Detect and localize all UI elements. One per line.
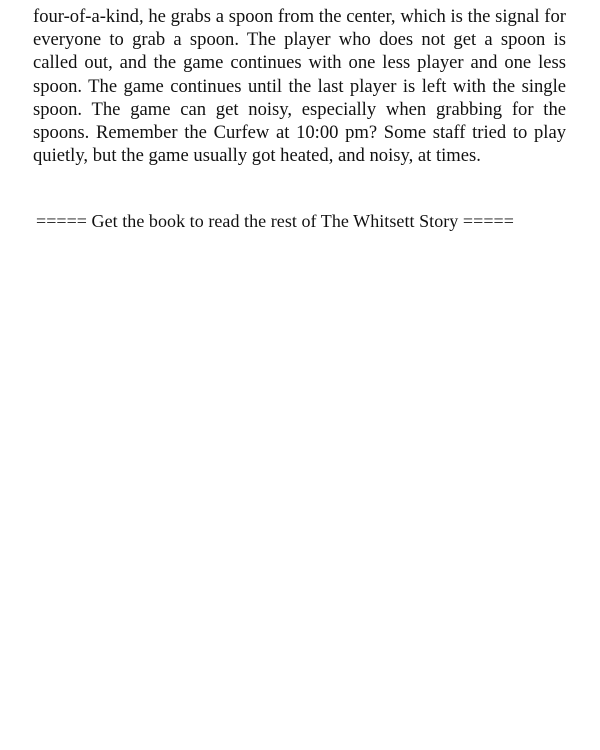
book-teaser-line: ===== Get the book to read the rest of The Whitsett Story ===== (36, 211, 514, 231)
body-paragraph: four-of-a-kind, he grabs a spoon from the center, which is the signal for everyone to grab a spoon. The player who does not get a spoon is called out, and the game continues with one less player and one less spoon. The game continues until the last player is left with the single spoon. The game can get noisy, especially when grabbing for the spoons. Remember the Curfew at 10:00 pm? Some staff tried to play quietly, but the game usually got heated, and noisy, at times. (33, 6, 566, 167)
